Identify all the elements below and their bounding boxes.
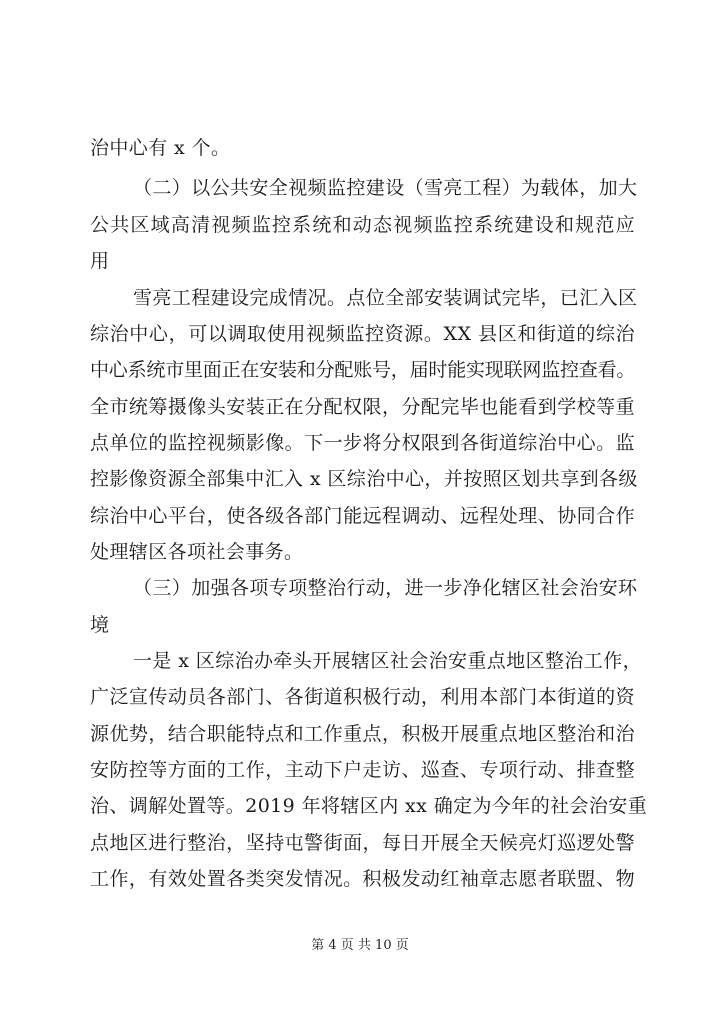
text-line: 处理辖区各项社会事务。 [90,541,304,563]
text-line: 治中心有 x 个。 [90,137,231,159]
section-heading: （二）以公共安全视频监控建设（雪亮工程）为载体，加大 [133,177,638,199]
text-line: 一是 x 区综治办牵头开展辖区社会治安重点地区整治工作， [133,650,642,672]
text-line: 工作，有效处置各类突发情况。积极发动红袖章志愿者联盟、物 [90,868,635,890]
section-heading: 境 [90,614,110,636]
text-line: 广泛宣传动员各部门、各街道积极行动，利用本部门本街道的资 [90,686,635,708]
text-line: 安防控等方面的工作，主动下户走访、巡查、专项行动、排查整 [90,759,635,781]
text-line: 综治中心，可以调取使用视频监控资源。XX 县区和街道的综治 [90,323,635,345]
section-heading: 用 [90,250,110,272]
text-line: 点单位的监控视频影像。下一步将分权限到各街道综治中心。监 [90,432,635,454]
text-line: 综治中心平台，使各级各部门能远程调动、远程处理、协同合作 [90,505,635,527]
text-line: 雪亮工程建设完成情况。点位全部安装调试完毕，已汇入区 [133,287,638,309]
page-number: 第 4 页 共 10 页 [311,938,409,953]
text-line: 全市统筹摄像头安装正在分配权限，分配完毕也能看到学校等重 [90,396,635,418]
section-heading: （三）加强各项专项整治行动，进一步净化辖区社会治安环 [133,577,638,599]
text-line: 源优势，结合职能特点和工作重点，积极开展重点地区整治和治 [90,723,635,745]
text-line: 治、调解处置等。2019 年将辖区内 xx 确定为今年的社会治安重 [90,795,648,817]
section-heading: 公共区域高清视频监控系统和动态视频监控系统建设和规范应 [90,214,635,236]
text-line: 中心系统市里面正在安装和分配账号，届时能实现联网监控查看。 [90,359,636,381]
text-line: 点地区进行整治，坚持屯警街面，每日开展全天候亮灯巡逻处警 [90,832,635,854]
text-line: 控影像资源全部集中汇入 x 区综治中心，并按照区划共享到各级 [90,468,638,490]
